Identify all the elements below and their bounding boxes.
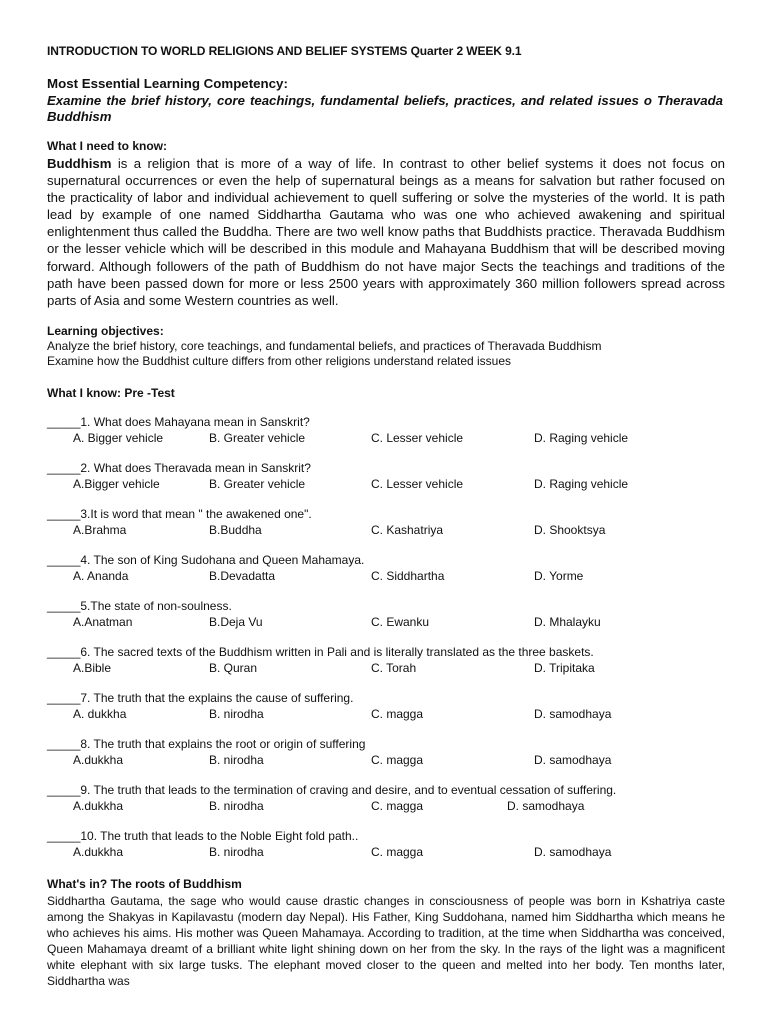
intro-body: is a religion that is more of a way of life. In contrast to other belief systems it does not focus on supernatural occurrences or even the help of supernatural beings as a means for salvation but rather focused on the practicality of labor and individual achievement to quell suffering or solve the mysteries of the world. It is path lead by example of one named Siddhartha Gautama who was one who achieved awakening and spiritual enlightenment thus called the Buddha. There are two well know paths that Buddhists practice. Theravada Buddhism or the lesser vehicle which will be described in this module and Mahayana Buddhism that will be described moving forward. Although followers of the path of Buddhism do not have major Sects the teachings and traditions of the path have been passed down for more or less 2500 years with approximately 360 million followers spread across parts of Asia and some Western countries as well. [47, 156, 725, 308]
question-2: _____2. What does Theravada mean in Sanskrit? [47, 461, 311, 475]
competency-heading: Most Essential Learning Competency: [47, 76, 288, 91]
question-1: _____1. What does Mahayana mean in Sanskrit? [47, 415, 310, 429]
q1-option-d: D. Raging vehicle [534, 431, 629, 445]
question-9: _____9. The truth that leads to the termination of craving and desire, and to eventual cessation of suffering. [47, 783, 617, 797]
q2-option-d: D. Raging vehicle [534, 477, 629, 491]
objective-item-1: Analyze the brief history, core teachings, and fundamental beliefs, and practices of Theravada Buddhism [47, 339, 602, 353]
question-8: _____8. The truth that explains the root or origin of suffering [47, 737, 366, 751]
q3-option-a: A.Brahma [73, 523, 127, 537]
q8-option-a: A.dukkha [73, 753, 124, 767]
competency-text: Examine the brief history, core teachings, fundamental beliefs, practices, and related issues o Theravada Buddhism [47, 93, 723, 124]
q10-option-c: C. magga [371, 845, 424, 859]
q9-option-b: B. nirodha [209, 799, 264, 813]
q9-option-d: D. samodhaya [507, 799, 585, 813]
q10-option-a: A.dukkha [73, 845, 124, 859]
q7-option-b: B. nirodha [209, 707, 264, 721]
q7-option-c: C. magga [371, 707, 424, 721]
question-6: _____6. The sacred texts of the Buddhism written in Pali and is literally translated as the three baskets. [47, 645, 594, 659]
q1-option-c: C. Lesser vehicle [371, 431, 464, 445]
q8-option-c: C. magga [371, 753, 424, 767]
q3-option-b: B.Buddha [209, 523, 262, 537]
whats-in-paragraph: Siddhartha Gautama, the sage who would cause drastic changes in consciousness of people was born in Kshatriya caste among the Shakyas in Kapilavastu (modern day Nepal). His Father, King Suddohana, named him Siddhartha which means he who achieves his aims. His mother was Queen Mahamaya. According to tradition, at the time when Siddhartha was conceived, Queen Mahamaya dreamt of a brilliant white light shining down on her from the sky. In the rays of the light was a magnificent white elephant with six large tusks. The elephant moved closer to the queen and melted into her body. Ten months later, Siddhartha was [47, 894, 725, 988]
q3-option-d: D. Shooktsya [534, 523, 606, 537]
q2-option-a: A.Bigger vehicle [73, 477, 160, 491]
intro-lead-term: Buddhism [47, 156, 112, 171]
q2-option-b: B. Greater vehicle [209, 477, 306, 491]
q4-option-c: C. Siddhartha [371, 569, 445, 583]
q2-option-c: C. Lesser vehicle [371, 477, 464, 491]
q7-option-d: D. samodhaya [534, 707, 612, 721]
question-4: _____4. The son of King Sudohana and Queen Mahamaya. [47, 553, 365, 567]
q6-option-d: D. Tripitaka [534, 661, 595, 675]
q6-option-a: A.Bible [73, 661, 112, 675]
objective-item-2: Examine how the Buddhist culture differs from other religions understand related issues [47, 354, 512, 368]
q5-option-a: A.Anatman [73, 615, 133, 629]
q7-option-a: A. dukkha [73, 707, 127, 721]
need-to-know-heading: What I need to know: [47, 139, 167, 153]
q5-option-b: B.Deja Vu [209, 615, 263, 629]
q4-option-d: D. Yorme [534, 569, 584, 583]
q8-option-d: D. samodhaya [534, 753, 612, 767]
q3-option-c: C. Kashatriya [371, 523, 444, 537]
whats-in-heading: What's in? The roots of Buddhism [47, 877, 242, 891]
q9-option-a: A.dukkha [73, 799, 124, 813]
q4-option-a: A. Ananda [73, 569, 129, 583]
q6-option-c: C. Torah [371, 661, 417, 675]
q1-option-a: A. Bigger vehicle [73, 431, 164, 445]
q5-option-c: C. Ewanku [371, 615, 430, 629]
question-5: _____5.The state of non-soulness. [47, 599, 232, 613]
q6-option-b: B. Quran [209, 661, 258, 675]
q10-option-b: B. nirodha [209, 845, 264, 859]
q4-option-b: B.Devadatta [209, 569, 276, 583]
document-title: INTRODUCTION TO WORLD RELIGIONS AND BELIEF SYSTEMS Quarter 2 WEEK 9.1 [47, 44, 522, 58]
q9-option-c: C. magga [371, 799, 424, 813]
question-3: _____3.It is word that mean " the awakened one". [47, 507, 312, 521]
q5-option-d: D. Mhalayku [534, 615, 601, 629]
question-7: _____7. The truth that the explains the cause of suffering. [47, 691, 354, 705]
objectives-heading: Learning objectives: [47, 324, 164, 338]
intro-paragraph [47, 155, 725, 309]
q8-option-b: B. nirodha [209, 753, 264, 767]
question-10: _____10. The truth that leads to the Noble Eight fold path.. [47, 829, 359, 843]
q10-option-d: D. samodhaya [534, 845, 612, 859]
pretest-heading: What I know: Pre -Test [47, 386, 175, 400]
q1-option-b: B. Greater vehicle [209, 431, 306, 445]
